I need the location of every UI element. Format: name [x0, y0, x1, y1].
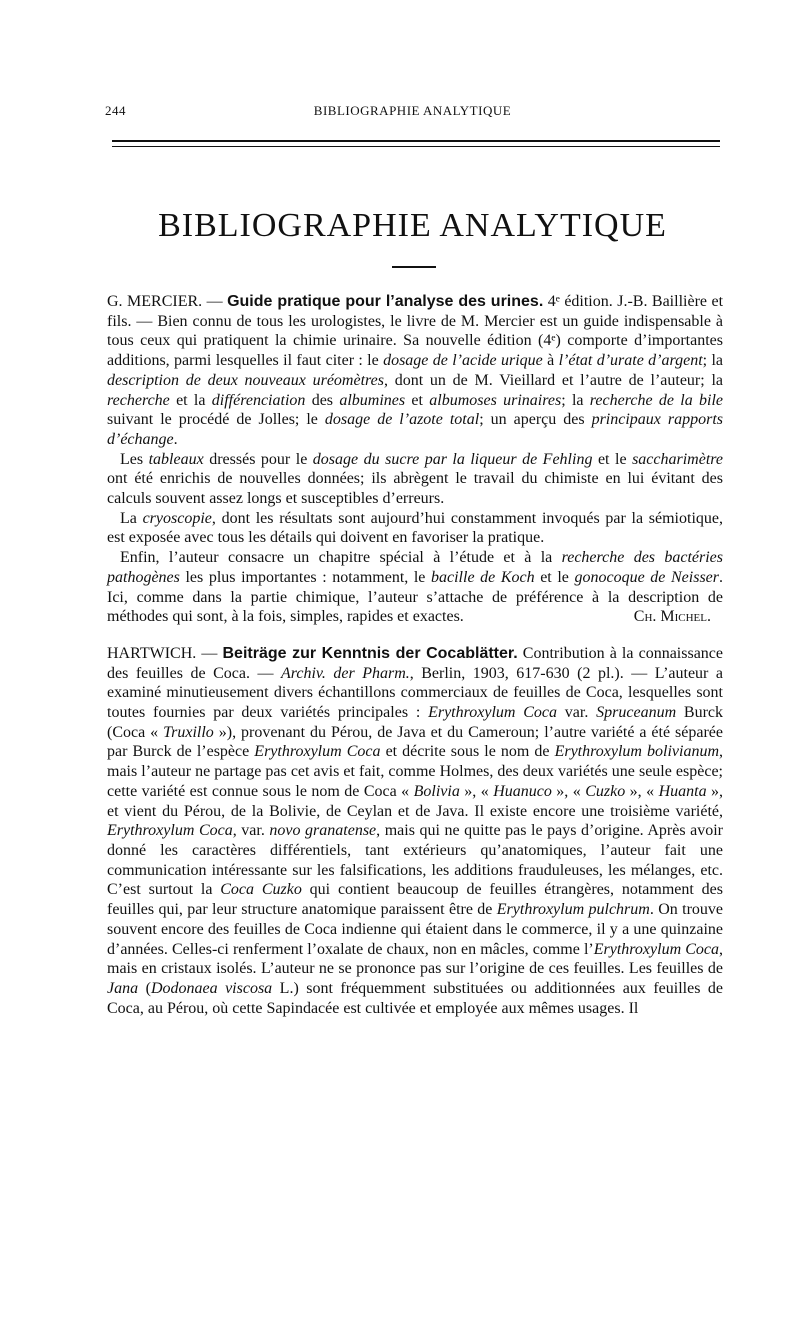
text: », et vient du Pérou, de la Bolivie, de Ceylan et de Java. Il existe encore une troisième variété,: [107, 782, 724, 820]
text: et: [405, 391, 430, 409]
italic-text: Cuzko: [585, 782, 626, 800]
text: .: [173, 430, 178, 448]
review-1-signature: Ch. Michel.: [633, 608, 711, 626]
text: », «: [551, 782, 586, 800]
text: dressés pour le: [203, 450, 313, 468]
italic-text: bacille de Koch: [431, 568, 535, 586]
section-title: BIBLIOGRAPHIE ANALYTIQUE: [158, 207, 667, 244]
italic-text: description de deux nouveaux uréomètres: [107, 371, 384, 389]
italic-text: albumoses urinaires: [429, 391, 562, 409]
italic-text: Coca Cuzko: [220, 881, 302, 899]
italic-text: saccharimètre: [632, 450, 723, 468]
text: L.) sont fréquemment substituées ou additionnées aux feuilles de Coca, au Pérou, où cette Sapindacée est cultivée et employée aux mêmes usages. Il: [107, 979, 724, 1017]
text: 4ᵉ édition. J.-B. Baillière et fils. — Bien connu de tous les urologistes, le livre de M. Mercier est un guide indispensable à tous ceux qui pratiquent la chimie urinaire. Sa nouvelle édition (4ᵉ) comporte d’importantes additions, parmi lesquelles il faut citer : le: [107, 293, 724, 370]
review-2-title: Beiträge zur Kenntnis der Cocablätter.: [222, 644, 518, 662]
text: et le: [534, 568, 575, 586]
italic-text: novo granatense: [269, 822, 377, 840]
header-rule-thin: [112, 146, 720, 147]
text: », «: [459, 782, 494, 800]
text: Enfin, l’auteur consacre un chapitre spécial à l’étude et à la: [120, 549, 562, 567]
italic-text: Truxillo: [163, 723, 214, 741]
italic-text: Erythroxylum Coca: [428, 704, 558, 722]
text: var.: [557, 704, 597, 722]
text: »), provenant du Pérou, de Java et du Cameroun; l’autre variété a été séparée par Burck de l’espèce: [107, 723, 723, 761]
review-2-paragraph-1: [107, 644, 723, 1018]
italic-text: dosage de l’acide urique: [383, 352, 543, 370]
italic-text: Jana: [107, 979, 139, 997]
text: . Ici, comme dans la partie chimique, l’auteur s’attache de préférence à la description de méthodes qui sont, à la fois, simples, rapides et exactes.: [107, 568, 723, 626]
text: qui contient beaucoup de feuilles étrangères, notamment des feuilles qui, par leur structure anatomique paraissent être de: [107, 881, 724, 919]
italic-text: Erythroxylum Coca: [254, 743, 381, 761]
italic-text: Huanuco: [493, 782, 552, 800]
text: , mais qui ne quitte pas le pays d’origine. Après avoir donné les caractères différentiels, tant extérieurs qu’anatomiques, l’auteur fait une communication intéressante sur les falsifications, les additions frauduleuses, les mélanges, etc. C’est surtout la: [107, 822, 724, 899]
text: . On trouve souvent encore des feuilles de Coca indienne qui étaient dans le commerce, il y a une quinzaine d’années. Celles-ci renferment l’oxalate de chaux, non en mâcles, comme l’: [107, 901, 723, 958]
text: , dont un de M. Vieillard et l’autre de l’auteur; la: [383, 371, 723, 389]
dash: —: [196, 644, 223, 662]
italic-text: Bolivia: [413, 782, 460, 800]
review-1-paragraph-1: [107, 292, 723, 450]
text: La: [120, 509, 143, 527]
title-rule: [392, 266, 436, 268]
text: , mais l’auteur ne partage pas cet avis et fait, comme Holmes, des deux variétés une seule espèce; cette variété est connue sous le nom de Coca «: [107, 743, 723, 800]
text: ; un aperçu des: [479, 411, 592, 429]
text: ; la: [702, 352, 723, 370]
italic-text: cryoscopie: [142, 509, 212, 527]
italic-text: recherche: [107, 391, 170, 409]
review-1-title: Guide pratique pour l’analyse des urines.: [227, 293, 544, 310]
italic-text: Erythroxylum bolivianum: [554, 743, 719, 761]
dash: —: [202, 293, 228, 310]
text: Burck (Coca «: [107, 704, 724, 741]
italic-text: albumines: [339, 391, 406, 409]
italic-text: gonocoque de Neisser: [574, 568, 719, 586]
text: , Berlin, 1903, 617-630 (2 pl.). — L’auteur a examiné minutieusement divers échantillons commerciaux de feuilles de Coca, lesquelles sont toutes fournies par deux variétés principales :: [107, 664, 723, 722]
text: à: [542, 352, 559, 370]
italic-text: dosage du sucre par la liqueur de Fehling: [312, 450, 593, 468]
text: et le: [592, 450, 633, 468]
italic-text: dosage de l’azote total: [324, 411, 480, 429]
text: (: [138, 979, 151, 997]
article-body: [107, 292, 723, 1018]
italic-text: Spruceanum: [596, 704, 677, 722]
italic-text: Erythroxylum pulchrum: [496, 901, 650, 919]
review-separator: [107, 627, 723, 644]
text: les plus importantes : notamment, le: [179, 568, 431, 586]
review-1-paragraph-3: [107, 509, 723, 548]
running-title: BIBLIOGRAPHIE ANALYTIQUE: [313, 103, 512, 118]
review-2-author: HARTWICH.: [107, 644, 197, 662]
text: et décrite sous le nom de: [380, 743, 555, 761]
italic-text: Dodonaea viscosa: [150, 979, 273, 997]
text: Contribution à la connaissance des feuilles de Coca. —: [107, 644, 723, 682]
text: des: [305, 391, 340, 409]
text: Les: [120, 450, 149, 468]
text: ; la: [561, 391, 590, 409]
text: ont été enrichis de nouvelles données; ils abrègent le travail du chimiste en lui évitant des calculs souvent assez longs et susceptibles d’erreurs.: [107, 470, 723, 508]
text: , mais en cristaux isolés. L’auteur ne se prononce pas sur l’origine de ces feuilles. Les feuilles de: [107, 940, 724, 978]
text: suivant le procédé de Jolles; le: [107, 411, 325, 429]
review-1-author: G. MERCIER.: [107, 293, 203, 310]
italic-text: Erythroxylum Coca: [107, 822, 233, 840]
italic-text: recherche des bactéries pathogènes: [107, 549, 724, 586]
text: , dont les résultats sont aujourd’hui constamment invoqués par la sémiotique, est exposée avec tous les détails qui doivent en favoriser la pratique.: [107, 509, 723, 547]
italic-text: différenciation: [211, 391, 306, 409]
italic-text: recherche de la bile: [589, 391, 724, 409]
header-rule-thick: [112, 140, 720, 142]
page-number: 244: [105, 103, 126, 118]
italic-text: Huanta: [658, 782, 707, 800]
italic-text: Erythroxylum Coca: [593, 940, 720, 958]
italic-text: l’état d’urate d’argent: [558, 352, 703, 370]
text: », «: [625, 782, 659, 800]
review-1-paragraph-2: [107, 450, 723, 509]
italic-text: Archiv. der Pharm.: [280, 664, 410, 682]
text: et la: [169, 391, 212, 409]
italic-text: tableaux: [148, 450, 204, 468]
text: , var.: [232, 822, 270, 840]
italic-text: principaux rapports d’échange: [107, 411, 723, 448]
